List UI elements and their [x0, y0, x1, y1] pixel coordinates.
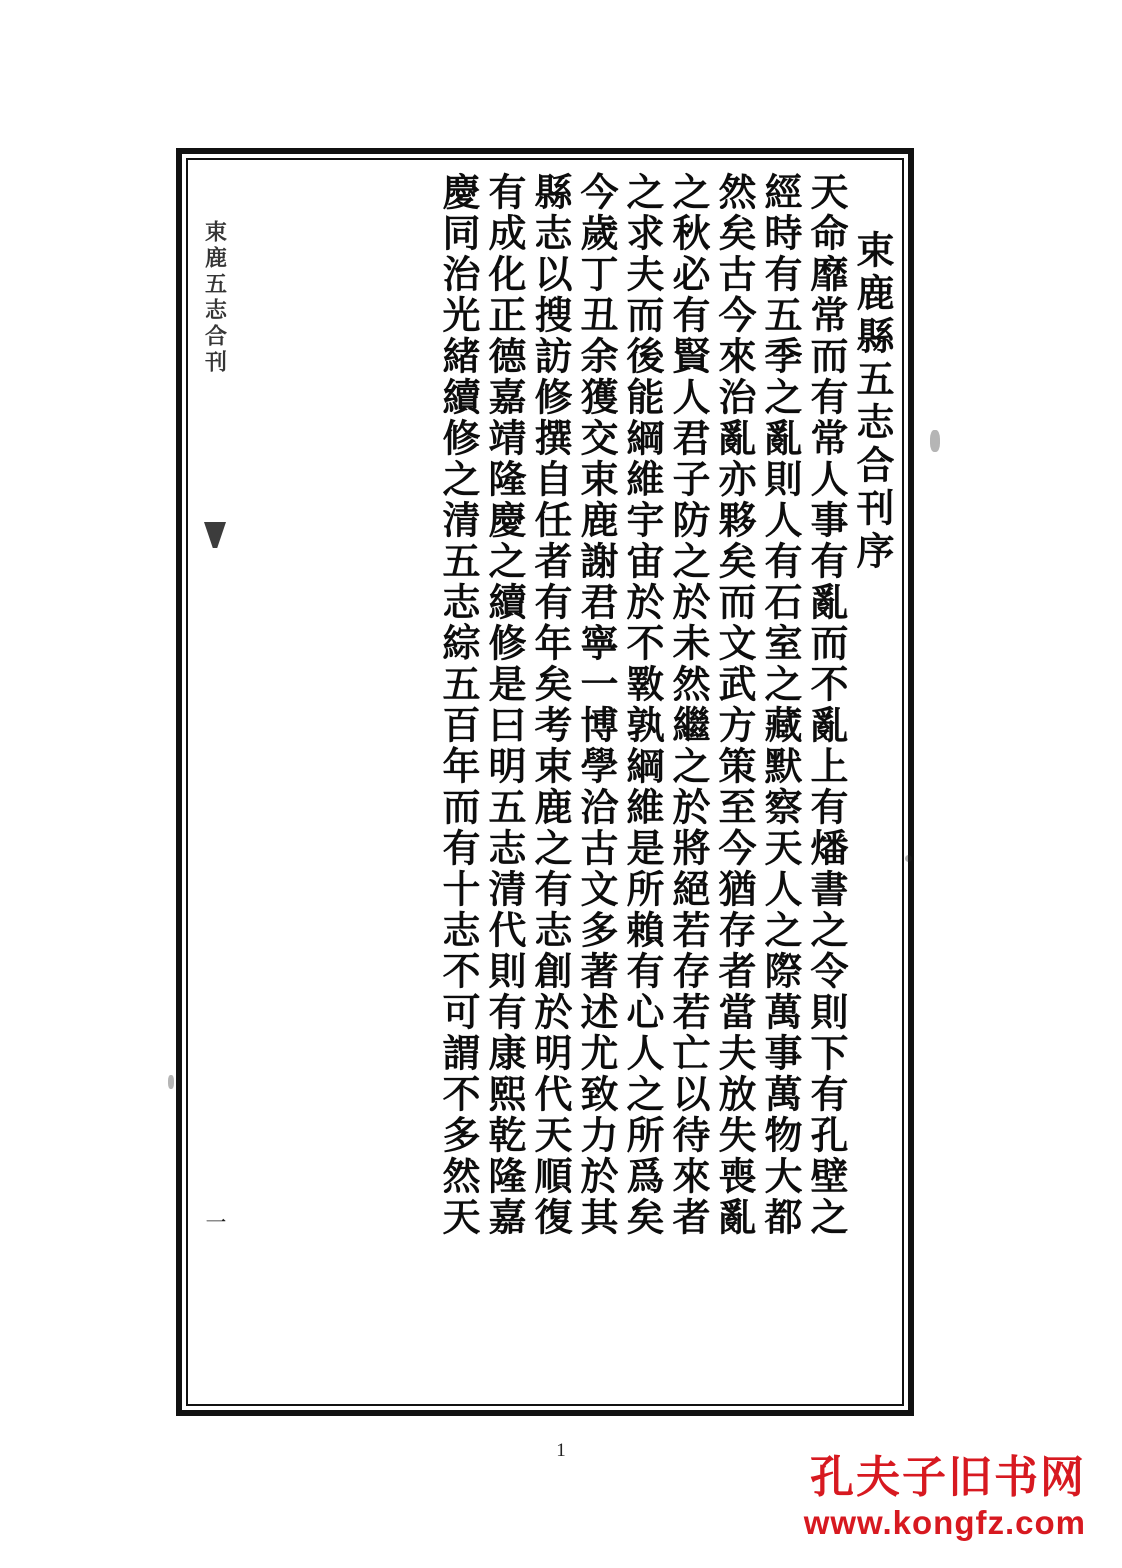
text-column-9: 慶同治光緒續修之清五志綜五百年而有十志不可謂不多然天 — [436, 172, 481, 1238]
text-column-3: 然矣古今來治亂亦夥矣而文武方策至今猶存者當夫放失喪亂 — [712, 172, 757, 1238]
scan-speckle — [930, 430, 940, 452]
text-column-1: 天命靡常而有常人事有亂而不亂上有燔書之令則下有孔壁之 — [804, 172, 849, 1238]
watermark — [804, 1453, 1086, 1542]
text-column-5: 之求夫而後能綱維宇宙於不斁孰綱維是所賴有心人之所爲矣 — [620, 172, 665, 1238]
vertical-text-block — [196, 172, 896, 1394]
text-column-7: 縣志以搜訪修撰自任者有年矣考束鹿之有志創於明代天順復 — [528, 172, 573, 1238]
scan-speckle — [905, 855, 912, 862]
text-column-8: 有成化正德嘉靖隆慶之續修是曰明五志清代則有康熙乾隆嘉 — [482, 172, 527, 1238]
banxin-page-label: 一 — [203, 1211, 227, 1232]
scan-speckle — [168, 1075, 174, 1089]
text-column-6: 今歲丁丑余獲交束鹿謝君寧一博學洽古文多著述尤致力於其 — [574, 172, 619, 1238]
watermark-site-url: www.kongfz.com — [803, 1504, 1086, 1542]
text-column-2: 經時有五季之亂則人有石室之藏默察天人之際萬事萬物大都 — [758, 172, 803, 1238]
text-column-4: 之秋必有賢人君子防之於未然繼之於將絕若存若亡以待來者 — [666, 172, 711, 1238]
folio-number: 1 — [556, 1440, 566, 1461]
watermark-site-name: 孔夫子旧书网 — [810, 1452, 1086, 1504]
banxin-header-text: 束鹿五志合刊 — [202, 220, 228, 376]
document-title-column: 束鹿縣五志合刊序 — [850, 230, 895, 574]
